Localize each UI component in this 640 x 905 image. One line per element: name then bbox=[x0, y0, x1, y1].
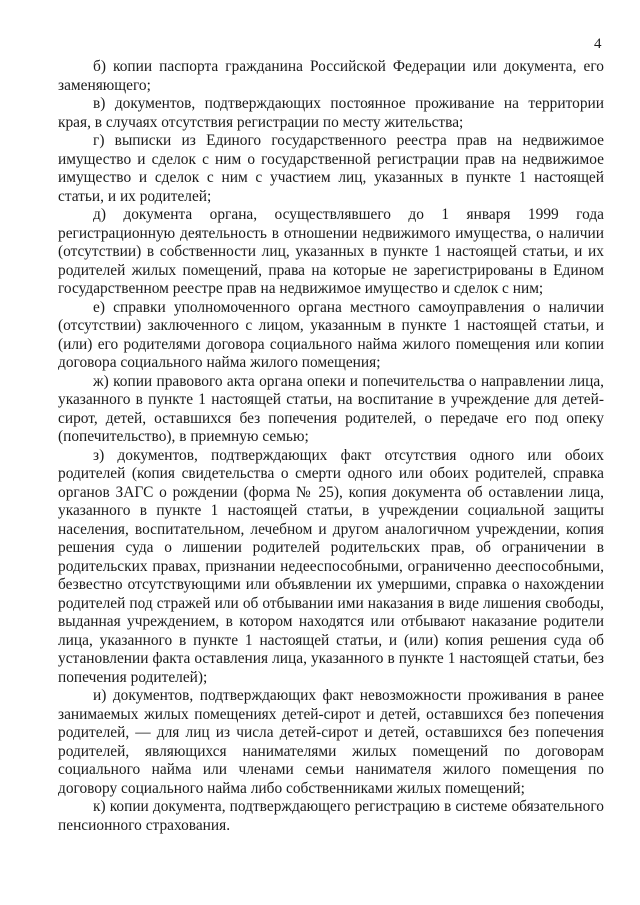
paragraph-d: д) документа органа, осуществлявшего до 1 января 1999 года регистрационную деятельность в отношении недвижимого имущества, о наличии (отсутствии) в собственности лиц, указанных в пункте 1 настоящей статьи, и их родителей жилых помещений, права на которые не зарегистрированы в Едином государственном реестре прав на недвижимое имущество и сделок с ним; bbox=[58, 206, 604, 297]
paragraph-z: з) документов, подтверждающих факт отсутствия одного или обоих родителей (копия свидетельства о смерти одного или обоих родителей, справка органов ЗАГС о рождении (форма № 25), копия документа об оставлении лица, указанного в пункте 1 настоящей статьи, в учреждении социальной защиты населения, воспитательном, лечебном и другом аналогичном учреждении, копия решения суда о лишении родителей родительских прав, об ограничении в родительских правах, признании недееспособными, ограниченно дееспособными, безвестно отсутствующими или объявлении их умершими, справка о нахождении родителей под стражей или об отбывании ими наказания в виде лишения свободы, выданная учреждением, в котором находятся или отбывают наказание родители лица, указанного в пункте 1 настоящей статьи, и (или) копия решения суда об установлении факта оставления лица, указанного в пункте 1 настоящей статьи, без попечения родителей); bbox=[58, 446, 604, 686]
paragraph-g: г) выписки из Единого государственного реестра прав на недвижимое имущество и сделок с ним о государственной регистрации прав на недвижимое имущество и сделок с ним с участием лиц, указанных в пункте 1 настоящей статьи, и их родителей; bbox=[58, 132, 604, 205]
paragraph-i: и) документов, подтверждающих факт невозможности проживания в ранее занимаемых жилых помещениях детей-сирот и детей, оставшихся без попечения родителей, — для лиц из числа детей-сирот и детей, оставшихся без попечения родителей, являющихся нанимателями жилых помещений по договорам социального найма или членами семьи нанимателя жилого помещения по договору социального найма либо собственниками жилых помещений; bbox=[58, 687, 604, 797]
paragraph-k: к) копии документа, подтверждающего регистрацию в системе обязательного пенсионного страхования. bbox=[58, 798, 604, 834]
document-body bbox=[58, 58, 604, 835]
paragraph-zh: ж) копии правового акта органа опеки и попечительства о направлении лица, указанного в пункте 1 настоящей статьи, на воспитание в учреждение для детей-сирот, детей, оставшихся без попечения родителей, о передаче его под опеку (попечительство), в приемную семью; bbox=[58, 372, 604, 445]
paragraph-v: в) документов, подтверждающих постоянное проживание на территории края, в случаях отсутствия регистрации по месту жительства; bbox=[58, 95, 604, 131]
paragraph-e: е) справки уполномоченного органа местного самоуправления о наличии (отсутствии) заключенного с лицом, указанным в пункте 1 настоящей статьи, и (или) его родителями договора социального найма жилого помещения или копии договора социального найма жилого помещения; bbox=[58, 298, 604, 371]
page-number: 4 bbox=[594, 36, 602, 52]
paragraph-b: б) копии паспорта гражданина Российской Федерации или документа, его заменяющего; bbox=[58, 58, 604, 94]
